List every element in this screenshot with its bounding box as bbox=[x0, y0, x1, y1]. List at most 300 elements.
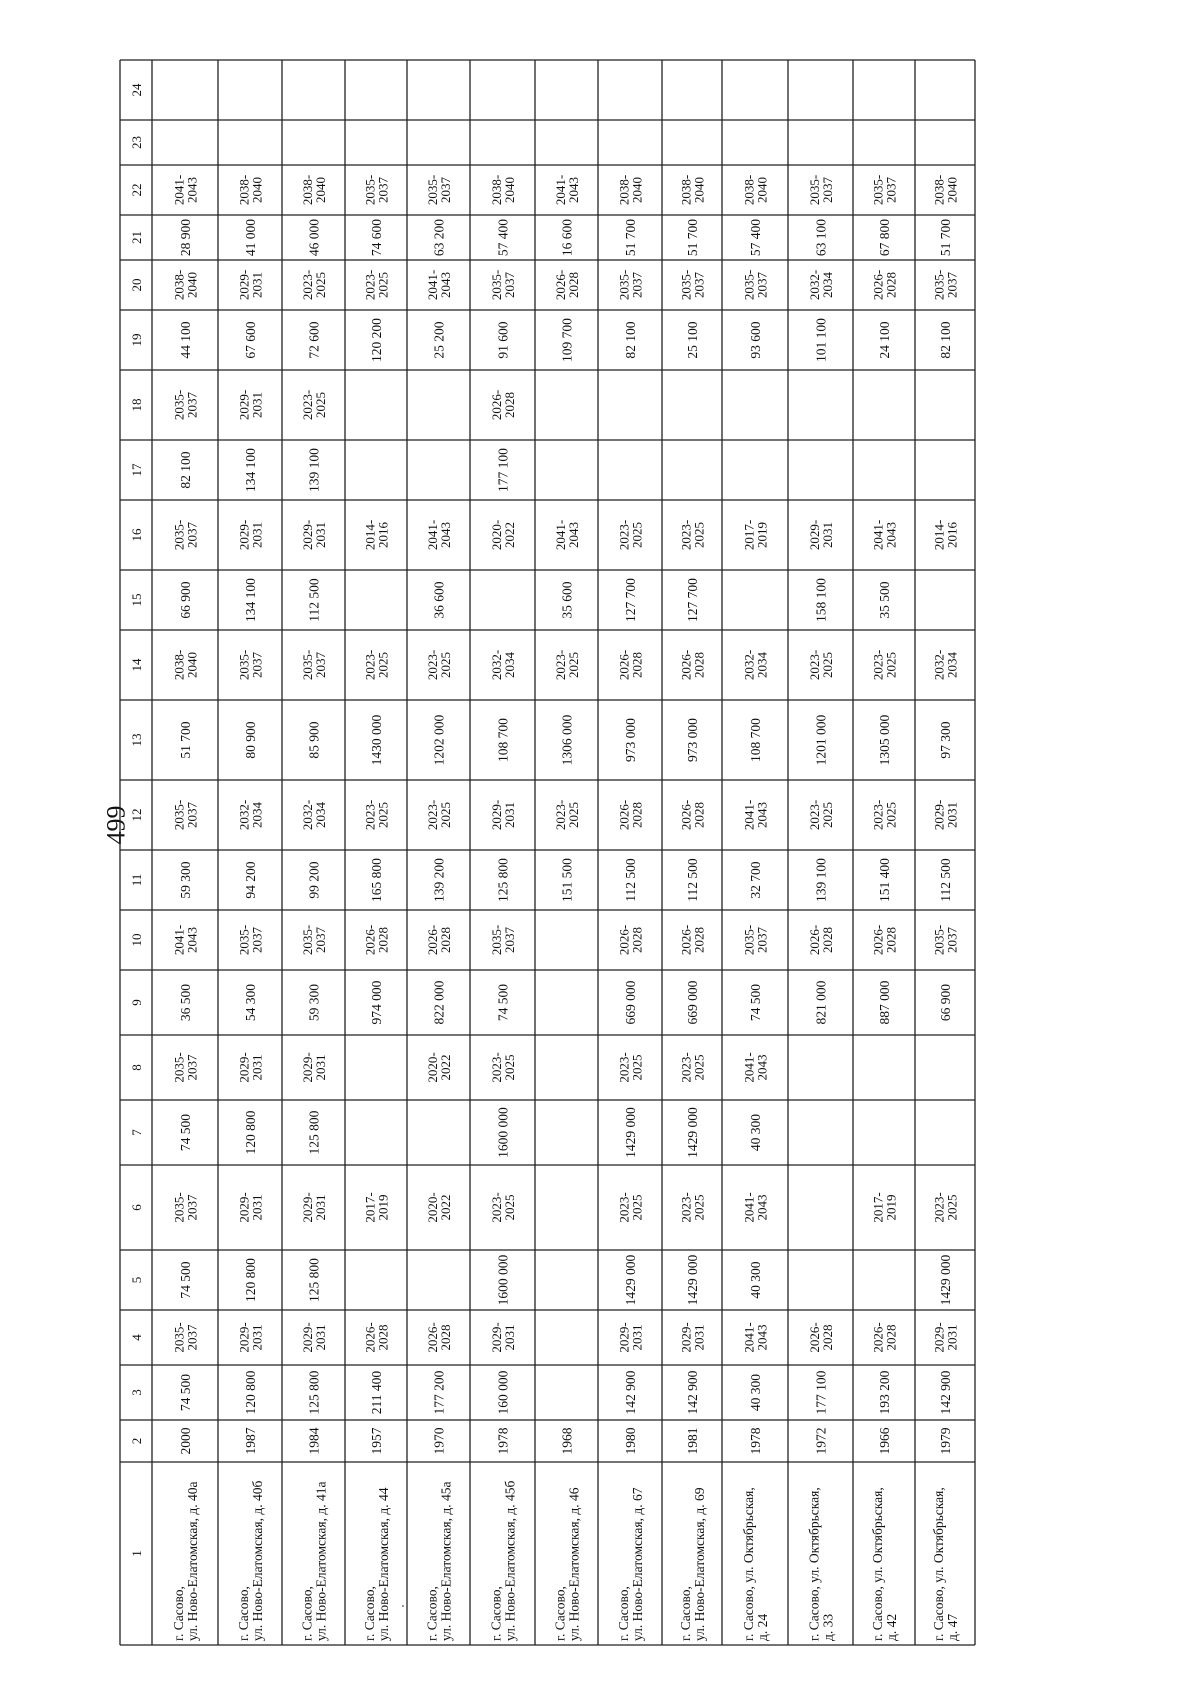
svg-text:г. Сасово,ул. Ново-Елатомская,: г. Сасово,ул. Ново-Елатомская, д. 46 bbox=[552, 1487, 581, 1641]
svg-text:2035-2037: 2035-2037 bbox=[488, 924, 517, 956]
cell-value bbox=[623, 219, 638, 256]
svg-text:2026-2028: 2026-2028 bbox=[869, 924, 899, 956]
svg-text:177 200: 177 200 bbox=[431, 1370, 446, 1415]
svg-text:2035-2037: 2035-2037 bbox=[615, 269, 645, 301]
cell-value bbox=[369, 714, 384, 765]
svg-text:82 100: 82 100 bbox=[937, 321, 953, 359]
cell-year-range bbox=[362, 270, 390, 300]
cell-value bbox=[431, 219, 446, 256]
cell-value bbox=[178, 1374, 193, 1411]
cell-value bbox=[431, 1370, 446, 1414]
column-number-header bbox=[129, 934, 144, 947]
cell-year-range bbox=[488, 1322, 516, 1352]
svg-text:125 800: 125 800 bbox=[306, 1258, 321, 1302]
column-number-header bbox=[129, 1129, 144, 1136]
column-number-header bbox=[129, 184, 144, 197]
svg-text:97 300: 97 300 bbox=[937, 721, 953, 759]
cell-value bbox=[306, 861, 321, 898]
cell-value bbox=[306, 1258, 321, 1302]
cell-year-range bbox=[299, 925, 327, 955]
svg-text:177 100: 177 100 bbox=[495, 448, 510, 492]
cell-year-range bbox=[931, 520, 959, 550]
svg-text:1429 000: 1429 000 bbox=[684, 1107, 700, 1158]
cell-build-year bbox=[748, 1427, 763, 1454]
column-number-header bbox=[129, 658, 144, 672]
column-number-header bbox=[129, 334, 144, 347]
svg-text:г. Сасово,ул. Ново-Елатомская,: г. Сасово,ул. Ново-Елатомская, д. 41а bbox=[299, 1481, 328, 1641]
cell-year-range bbox=[806, 650, 834, 680]
svg-text:20: 20 bbox=[128, 278, 144, 292]
cell-value bbox=[243, 321, 258, 358]
column-number-header bbox=[129, 1550, 144, 1557]
svg-text:57 400: 57 400 bbox=[747, 218, 763, 257]
column-number-header bbox=[129, 1389, 144, 1396]
column-number-header bbox=[129, 83, 144, 97]
cell-value bbox=[431, 980, 446, 1024]
cell-year-range bbox=[171, 1052, 199, 1082]
svg-text:17: 17 bbox=[128, 463, 144, 477]
svg-text:134 100: 134 100 bbox=[242, 448, 258, 492]
svg-text:94 200: 94 200 bbox=[242, 861, 258, 899]
cell-value bbox=[369, 219, 384, 256]
svg-text:2041-2043: 2041-2043 bbox=[740, 1192, 770, 1223]
svg-text:1979: 1979 bbox=[937, 1427, 953, 1455]
cell-year-range bbox=[236, 175, 264, 205]
cell-value bbox=[813, 1370, 828, 1414]
svg-text:66 900: 66 900 bbox=[177, 581, 193, 619]
svg-text:14: 14 bbox=[128, 658, 144, 672]
cell-value bbox=[243, 721, 258, 758]
cell-year-range bbox=[488, 650, 516, 680]
svg-text:974 000: 974 000 bbox=[368, 980, 384, 1025]
cell-build-year bbox=[369, 1427, 384, 1454]
cell-year-range bbox=[488, 270, 516, 300]
svg-text:2029-2031: 2029-2031 bbox=[235, 1052, 265, 1083]
svg-text:2026-2028: 2026-2028 bbox=[677, 924, 707, 956]
svg-text:63 200: 63 200 bbox=[431, 218, 446, 257]
svg-text:2023-2025: 2023-2025 bbox=[677, 1052, 707, 1083]
svg-text:28 900: 28 900 bbox=[177, 218, 193, 257]
svg-text:120 200: 120 200 bbox=[368, 318, 384, 362]
cell-value bbox=[431, 321, 446, 358]
svg-text:1600 000: 1600 000 bbox=[495, 1254, 510, 1306]
cell-year-range bbox=[362, 1192, 390, 1222]
cell-year-range bbox=[171, 1322, 199, 1352]
svg-text:2029-2031: 2029-2031 bbox=[299, 519, 328, 551]
svg-text:2026-2028: 2026-2028 bbox=[552, 269, 581, 301]
svg-text:2041-2043: 2041-2043 bbox=[552, 174, 581, 206]
cell-value bbox=[178, 1114, 193, 1151]
cell-year-range bbox=[236, 1192, 264, 1222]
cell-year-range bbox=[552, 650, 580, 680]
svg-text:1429 000: 1429 000 bbox=[622, 1254, 638, 1306]
svg-text:2026-2028: 2026-2028 bbox=[806, 1322, 835, 1353]
svg-text:г. Сасово,ул. Ново-Елатомская,: г. Сасово,ул. Ново-Елатомская, д. 40б bbox=[235, 1480, 265, 1641]
cell-address bbox=[236, 1481, 265, 1641]
svg-text:46 000: 46 000 bbox=[306, 218, 321, 257]
svg-text:1970: 1970 bbox=[431, 1427, 446, 1455]
cell-value bbox=[813, 980, 828, 1024]
svg-text:2041-2043: 2041-2043 bbox=[869, 519, 899, 551]
cell-year-range bbox=[931, 650, 959, 680]
cell-year-range bbox=[488, 800, 516, 830]
svg-text:2038-2040: 2038-2040 bbox=[170, 269, 200, 301]
svg-text:112 500: 112 500 bbox=[306, 578, 321, 622]
cell-address bbox=[931, 1487, 960, 1641]
cell-build-year bbox=[559, 1427, 574, 1454]
svg-text:2023-2025: 2023-2025 bbox=[552, 649, 581, 681]
svg-text:16: 16 bbox=[128, 528, 144, 542]
cell-year-range bbox=[424, 1192, 452, 1222]
svg-text:2035-2037: 2035-2037 bbox=[424, 174, 453, 206]
svg-text:2032-2034: 2032-2034 bbox=[806, 269, 835, 301]
cell-year-range bbox=[424, 800, 452, 830]
column-number-header bbox=[129, 463, 144, 477]
svg-text:973 000: 973 000 bbox=[684, 718, 700, 762]
svg-text:109 700: 109 700 bbox=[559, 318, 574, 362]
svg-text:108 700: 108 700 bbox=[747, 718, 763, 762]
svg-text:1978: 1978 bbox=[747, 1427, 763, 1455]
svg-text:2029-2031: 2029-2031 bbox=[930, 799, 960, 831]
svg-text:2035-2037: 2035-2037 bbox=[361, 174, 391, 206]
svg-text:2023-2025: 2023-2025 bbox=[299, 389, 328, 421]
cell-year-range bbox=[488, 175, 516, 205]
svg-text:99 200: 99 200 bbox=[306, 861, 321, 899]
cell-address bbox=[171, 1482, 200, 1641]
svg-text:2029-2031: 2029-2031 bbox=[235, 1192, 265, 1223]
cell-value bbox=[685, 578, 700, 622]
cell-value bbox=[877, 581, 892, 618]
svg-text:2026-2028: 2026-2028 bbox=[869, 1322, 899, 1353]
svg-text:г. Сасово,ул. Ново-Елатомская,: г. Сасово,ул. Ново-Елатомская, д. 69 bbox=[677, 1487, 707, 1641]
cell-year-range bbox=[488, 520, 516, 550]
cell-value bbox=[938, 858, 953, 902]
cell-year-range bbox=[236, 390, 264, 420]
cell-year-range bbox=[299, 800, 327, 830]
svg-text:59 300: 59 300 bbox=[177, 861, 193, 899]
cell-value bbox=[748, 321, 763, 358]
cell-value bbox=[685, 321, 700, 358]
svg-text:15: 15 bbox=[128, 593, 144, 607]
svg-text:г. Сасово,ул. Ново-Елатомская,: г. Сасово,ул. Ново-Елатомская, д. 67 bbox=[615, 1487, 645, 1641]
svg-text:59 300: 59 300 bbox=[306, 983, 321, 1022]
svg-text:2041-2043: 2041-2043 bbox=[740, 1052, 770, 1083]
svg-text:г. Сасово,ул. Ново-Елатомская,: г. Сасово,ул. Ново-Елатомская, д. 44 bbox=[361, 1487, 391, 1641]
svg-text:82 100: 82 100 bbox=[177, 451, 193, 489]
svg-text:2035-2037: 2035-2037 bbox=[299, 649, 328, 681]
cell-year-range bbox=[236, 1052, 264, 1082]
svg-text:г. Сасово,ул. Ново-Елатомская,: г. Сасово,ул. Ново-Елатомская, д. 40а bbox=[170, 1481, 200, 1641]
cell-value bbox=[813, 714, 828, 765]
cell-year-range bbox=[741, 175, 769, 205]
svg-text:139 100: 139 100 bbox=[306, 448, 321, 492]
svg-text:9: 9 bbox=[128, 999, 144, 1006]
cell-value bbox=[938, 1370, 953, 1414]
svg-text:160 000: 160 000 bbox=[495, 1370, 510, 1415]
cell-value bbox=[938, 721, 953, 758]
cell-year-range bbox=[424, 925, 452, 955]
svg-text:1984: 1984 bbox=[306, 1427, 321, 1455]
svg-text:2023-2025: 2023-2025 bbox=[488, 1192, 517, 1223]
column-number-header bbox=[129, 874, 144, 887]
svg-text:2023-2025: 2023-2025 bbox=[806, 649, 835, 681]
svg-text:2023-2025: 2023-2025 bbox=[806, 799, 835, 831]
svg-text:74 500: 74 500 bbox=[747, 983, 763, 1022]
svg-text:г. Сасово, ул. Октябрьская,д.: г. Сасово, ул. Октябрьская,д. 42 bbox=[869, 1487, 899, 1641]
cell-year-range bbox=[299, 175, 327, 205]
cell-year-range bbox=[171, 270, 199, 300]
cell-year-range bbox=[806, 175, 834, 205]
svg-text:2023-2025: 2023-2025 bbox=[869, 799, 899, 831]
svg-text:35 600: 35 600 bbox=[559, 581, 574, 619]
cell-value bbox=[748, 1261, 763, 1298]
cell-year-range bbox=[362, 800, 390, 830]
svg-text:44 100: 44 100 bbox=[177, 321, 193, 359]
svg-text:74 500: 74 500 bbox=[495, 983, 510, 1022]
cell-year-range bbox=[171, 650, 199, 680]
column-number-header bbox=[129, 399, 144, 412]
cell-value bbox=[306, 578, 321, 622]
svg-text:1972: 1972 bbox=[813, 1427, 828, 1455]
page-number: 499 bbox=[101, 805, 130, 845]
cell-value bbox=[495, 219, 510, 256]
cell-year-range bbox=[616, 270, 644, 300]
svg-text:1306 000: 1306 000 bbox=[559, 714, 574, 766]
svg-text:2035-2037: 2035-2037 bbox=[170, 1052, 200, 1083]
svg-text:24: 24 bbox=[128, 83, 144, 97]
svg-text:108 700: 108 700 bbox=[495, 718, 510, 762]
cell-build-year bbox=[623, 1427, 638, 1454]
cell-value bbox=[495, 1254, 510, 1305]
cell-year-range bbox=[299, 650, 327, 680]
svg-text:2026-2028: 2026-2028 bbox=[869, 269, 899, 301]
cell-year-range bbox=[806, 800, 834, 830]
svg-text:1201 000: 1201 000 bbox=[813, 714, 828, 766]
cell-address bbox=[616, 1487, 645, 1641]
cell-year-range bbox=[741, 800, 769, 830]
svg-text:669 000: 669 000 bbox=[622, 980, 638, 1025]
cell-year-range bbox=[931, 175, 959, 205]
cell-year-range bbox=[931, 925, 959, 955]
cell-value bbox=[495, 858, 510, 902]
svg-text:74 600: 74 600 bbox=[368, 218, 384, 257]
cell-year-range bbox=[552, 175, 580, 205]
svg-text:80 900: 80 900 bbox=[242, 721, 258, 759]
svg-text:4: 4 bbox=[128, 1334, 144, 1341]
cell-year-range bbox=[236, 650, 264, 680]
svg-text:40 300: 40 300 bbox=[747, 1373, 763, 1412]
svg-text:125 800: 125 800 bbox=[306, 1370, 321, 1415]
cell-year-range bbox=[741, 520, 769, 550]
svg-text:139 200: 139 200 bbox=[431, 858, 446, 902]
column-number-header bbox=[129, 1334, 144, 1341]
cell-value bbox=[431, 714, 446, 765]
cell-year-range bbox=[424, 175, 452, 205]
cell-year-range bbox=[552, 520, 580, 550]
cell-value bbox=[748, 861, 763, 898]
svg-text:21: 21 bbox=[128, 231, 144, 244]
svg-text:1202 000: 1202 000 bbox=[431, 714, 446, 766]
svg-text:2029-2031: 2029-2031 bbox=[677, 1322, 707, 1353]
svg-text:2017-2019: 2017-2019 bbox=[740, 519, 770, 551]
svg-text:12: 12 bbox=[128, 808, 144, 822]
cell-address bbox=[424, 1482, 453, 1641]
svg-text:2023-2025: 2023-2025 bbox=[488, 1052, 517, 1083]
cell-year-range bbox=[678, 1192, 706, 1222]
cell-address bbox=[552, 1487, 581, 1641]
cell-value bbox=[369, 1371, 384, 1415]
svg-text:2038-2040: 2038-2040 bbox=[740, 174, 770, 206]
svg-text:125 800: 125 800 bbox=[495, 858, 510, 902]
cell-year-range bbox=[552, 800, 580, 830]
svg-text:2023-2025: 2023-2025 bbox=[615, 519, 645, 551]
cell-address bbox=[741, 1487, 770, 1641]
svg-text:2023-2025: 2023-2025 bbox=[677, 1192, 707, 1223]
cell-year-range bbox=[362, 520, 390, 550]
svg-text:2023-2025: 2023-2025 bbox=[361, 269, 391, 301]
cell-value bbox=[306, 219, 321, 256]
svg-text:51 700: 51 700 bbox=[622, 218, 638, 257]
svg-text:2023-2025: 2023-2025 bbox=[677, 519, 707, 551]
svg-text:91 600: 91 600 bbox=[495, 321, 510, 359]
svg-text:2041-2043: 2041-2043 bbox=[170, 924, 200, 956]
svg-text:32 700: 32 700 bbox=[747, 861, 763, 899]
cell-year-range bbox=[870, 1322, 898, 1352]
cell-year-range bbox=[236, 520, 264, 550]
cell-value bbox=[685, 1370, 700, 1414]
cell-value bbox=[877, 1370, 892, 1414]
cell-value bbox=[178, 451, 193, 488]
svg-text:2041-2043: 2041-2043 bbox=[424, 269, 453, 301]
svg-text:177 100: 177 100 bbox=[813, 1370, 828, 1415]
cell-value bbox=[559, 858, 574, 902]
svg-text:2038-2040: 2038-2040 bbox=[299, 174, 328, 206]
cell-value bbox=[623, 1254, 638, 1305]
svg-text:112 500: 112 500 bbox=[622, 858, 638, 902]
cell-value bbox=[877, 714, 892, 765]
cell-value bbox=[178, 861, 193, 898]
svg-text:2035-2037: 2035-2037 bbox=[740, 924, 770, 956]
svg-text:66 900: 66 900 bbox=[937, 983, 953, 1022]
svg-text:973 000: 973 000 bbox=[622, 718, 638, 762]
svg-text:2: 2 bbox=[128, 1437, 144, 1445]
svg-text:120 800: 120 800 bbox=[242, 1370, 258, 1415]
cell-year-range bbox=[488, 390, 516, 420]
cell-year-range bbox=[678, 650, 706, 680]
cell-value bbox=[685, 718, 700, 762]
svg-text:2026-2028: 2026-2028 bbox=[615, 799, 645, 831]
svg-text:2029-2031: 2029-2031 bbox=[235, 519, 265, 551]
svg-text:19: 19 bbox=[128, 333, 144, 347]
cell-year-range bbox=[424, 1322, 452, 1352]
svg-text:51 700: 51 700 bbox=[684, 218, 700, 257]
column-number-header bbox=[129, 1204, 144, 1211]
cell-value bbox=[748, 1374, 763, 1411]
cell-build-year bbox=[431, 1427, 446, 1454]
cell-value bbox=[748, 984, 763, 1021]
cell-value bbox=[623, 1370, 638, 1414]
svg-text:2026-2028: 2026-2028 bbox=[424, 924, 453, 956]
svg-text:36 500: 36 500 bbox=[177, 983, 193, 1022]
cell-value bbox=[623, 858, 638, 902]
cell-year-range bbox=[678, 520, 706, 550]
svg-text:8: 8 bbox=[128, 1064, 144, 1071]
cell-year-range bbox=[616, 520, 644, 550]
cell-build-year bbox=[813, 1428, 828, 1455]
cell-year-range bbox=[424, 650, 452, 680]
svg-text:2023-2025: 2023-2025 bbox=[361, 649, 391, 681]
svg-text:2035-2037: 2035-2037 bbox=[235, 924, 265, 956]
svg-text:1600 000: 1600 000 bbox=[495, 1107, 510, 1158]
svg-text:669 000: 669 000 bbox=[684, 980, 700, 1025]
cell-year-range bbox=[616, 175, 644, 205]
cell-year-range bbox=[870, 175, 898, 205]
cell-year-range bbox=[362, 1322, 390, 1352]
column-number-header bbox=[129, 734, 144, 747]
svg-text:2032-2034: 2032-2034 bbox=[930, 649, 960, 681]
cell-year-range bbox=[616, 1322, 644, 1352]
svg-text:165 800: 165 800 bbox=[368, 858, 384, 902]
svg-text:2041-2043: 2041-2043 bbox=[170, 174, 200, 206]
svg-text:18: 18 bbox=[128, 398, 144, 412]
svg-text:2029-2031: 2029-2031 bbox=[488, 1322, 517, 1353]
cell-value bbox=[495, 984, 510, 1021]
svg-text:г. Сасово,ул. Ново-Елатомская,: г. Сасово,ул. Ново-Елатомская, д. 45б bbox=[488, 1480, 517, 1641]
scan-speck bbox=[402, 1605, 404, 1607]
cell-value bbox=[813, 318, 828, 362]
svg-text:211 400: 211 400 bbox=[368, 1370, 384, 1415]
svg-text:151 400: 151 400 bbox=[876, 858, 892, 902]
cell-year-range bbox=[299, 270, 327, 300]
cell-build-year bbox=[178, 1427, 193, 1454]
column-number-header bbox=[129, 231, 144, 244]
cell-year-range bbox=[616, 1192, 644, 1222]
cell-value bbox=[243, 448, 258, 492]
svg-text:35 500: 35 500 bbox=[876, 581, 892, 619]
cell-year-range bbox=[488, 1192, 516, 1222]
column-number-header bbox=[129, 999, 144, 1006]
cell-year-range bbox=[552, 270, 580, 300]
cell-value bbox=[431, 858, 446, 902]
cell-year-range bbox=[362, 650, 390, 680]
svg-text:2029-2031: 2029-2031 bbox=[488, 799, 517, 831]
cell-year-range bbox=[806, 925, 834, 955]
svg-text:127 700: 127 700 bbox=[684, 578, 700, 622]
cell-value bbox=[685, 980, 700, 1024]
cell-year-range bbox=[931, 1192, 959, 1222]
cell-value bbox=[938, 1254, 953, 1305]
svg-text:24 100: 24 100 bbox=[876, 321, 892, 359]
svg-text:1429 000: 1429 000 bbox=[937, 1254, 953, 1306]
cell-value bbox=[243, 984, 258, 1021]
cell-address bbox=[678, 1487, 707, 1641]
cell-value bbox=[938, 219, 953, 256]
svg-text:2035-2037: 2035-2037 bbox=[869, 174, 899, 206]
column-number-header bbox=[129, 136, 144, 149]
svg-text:2029-2031: 2029-2031 bbox=[615, 1322, 645, 1353]
svg-text:54 300: 54 300 bbox=[242, 983, 258, 1022]
cell-value bbox=[877, 219, 892, 256]
svg-text:2038-2040: 2038-2040 bbox=[235, 174, 265, 206]
cell-year-range bbox=[870, 925, 898, 955]
cell-build-year bbox=[685, 1428, 700, 1455]
svg-text:6: 6 bbox=[128, 1204, 144, 1211]
svg-text:2026-2028: 2026-2028 bbox=[361, 1322, 391, 1353]
cell-year-range bbox=[616, 925, 644, 955]
cell-value bbox=[623, 1107, 638, 1158]
svg-text:120 800: 120 800 bbox=[242, 1110, 258, 1155]
cell-value bbox=[685, 1254, 700, 1305]
